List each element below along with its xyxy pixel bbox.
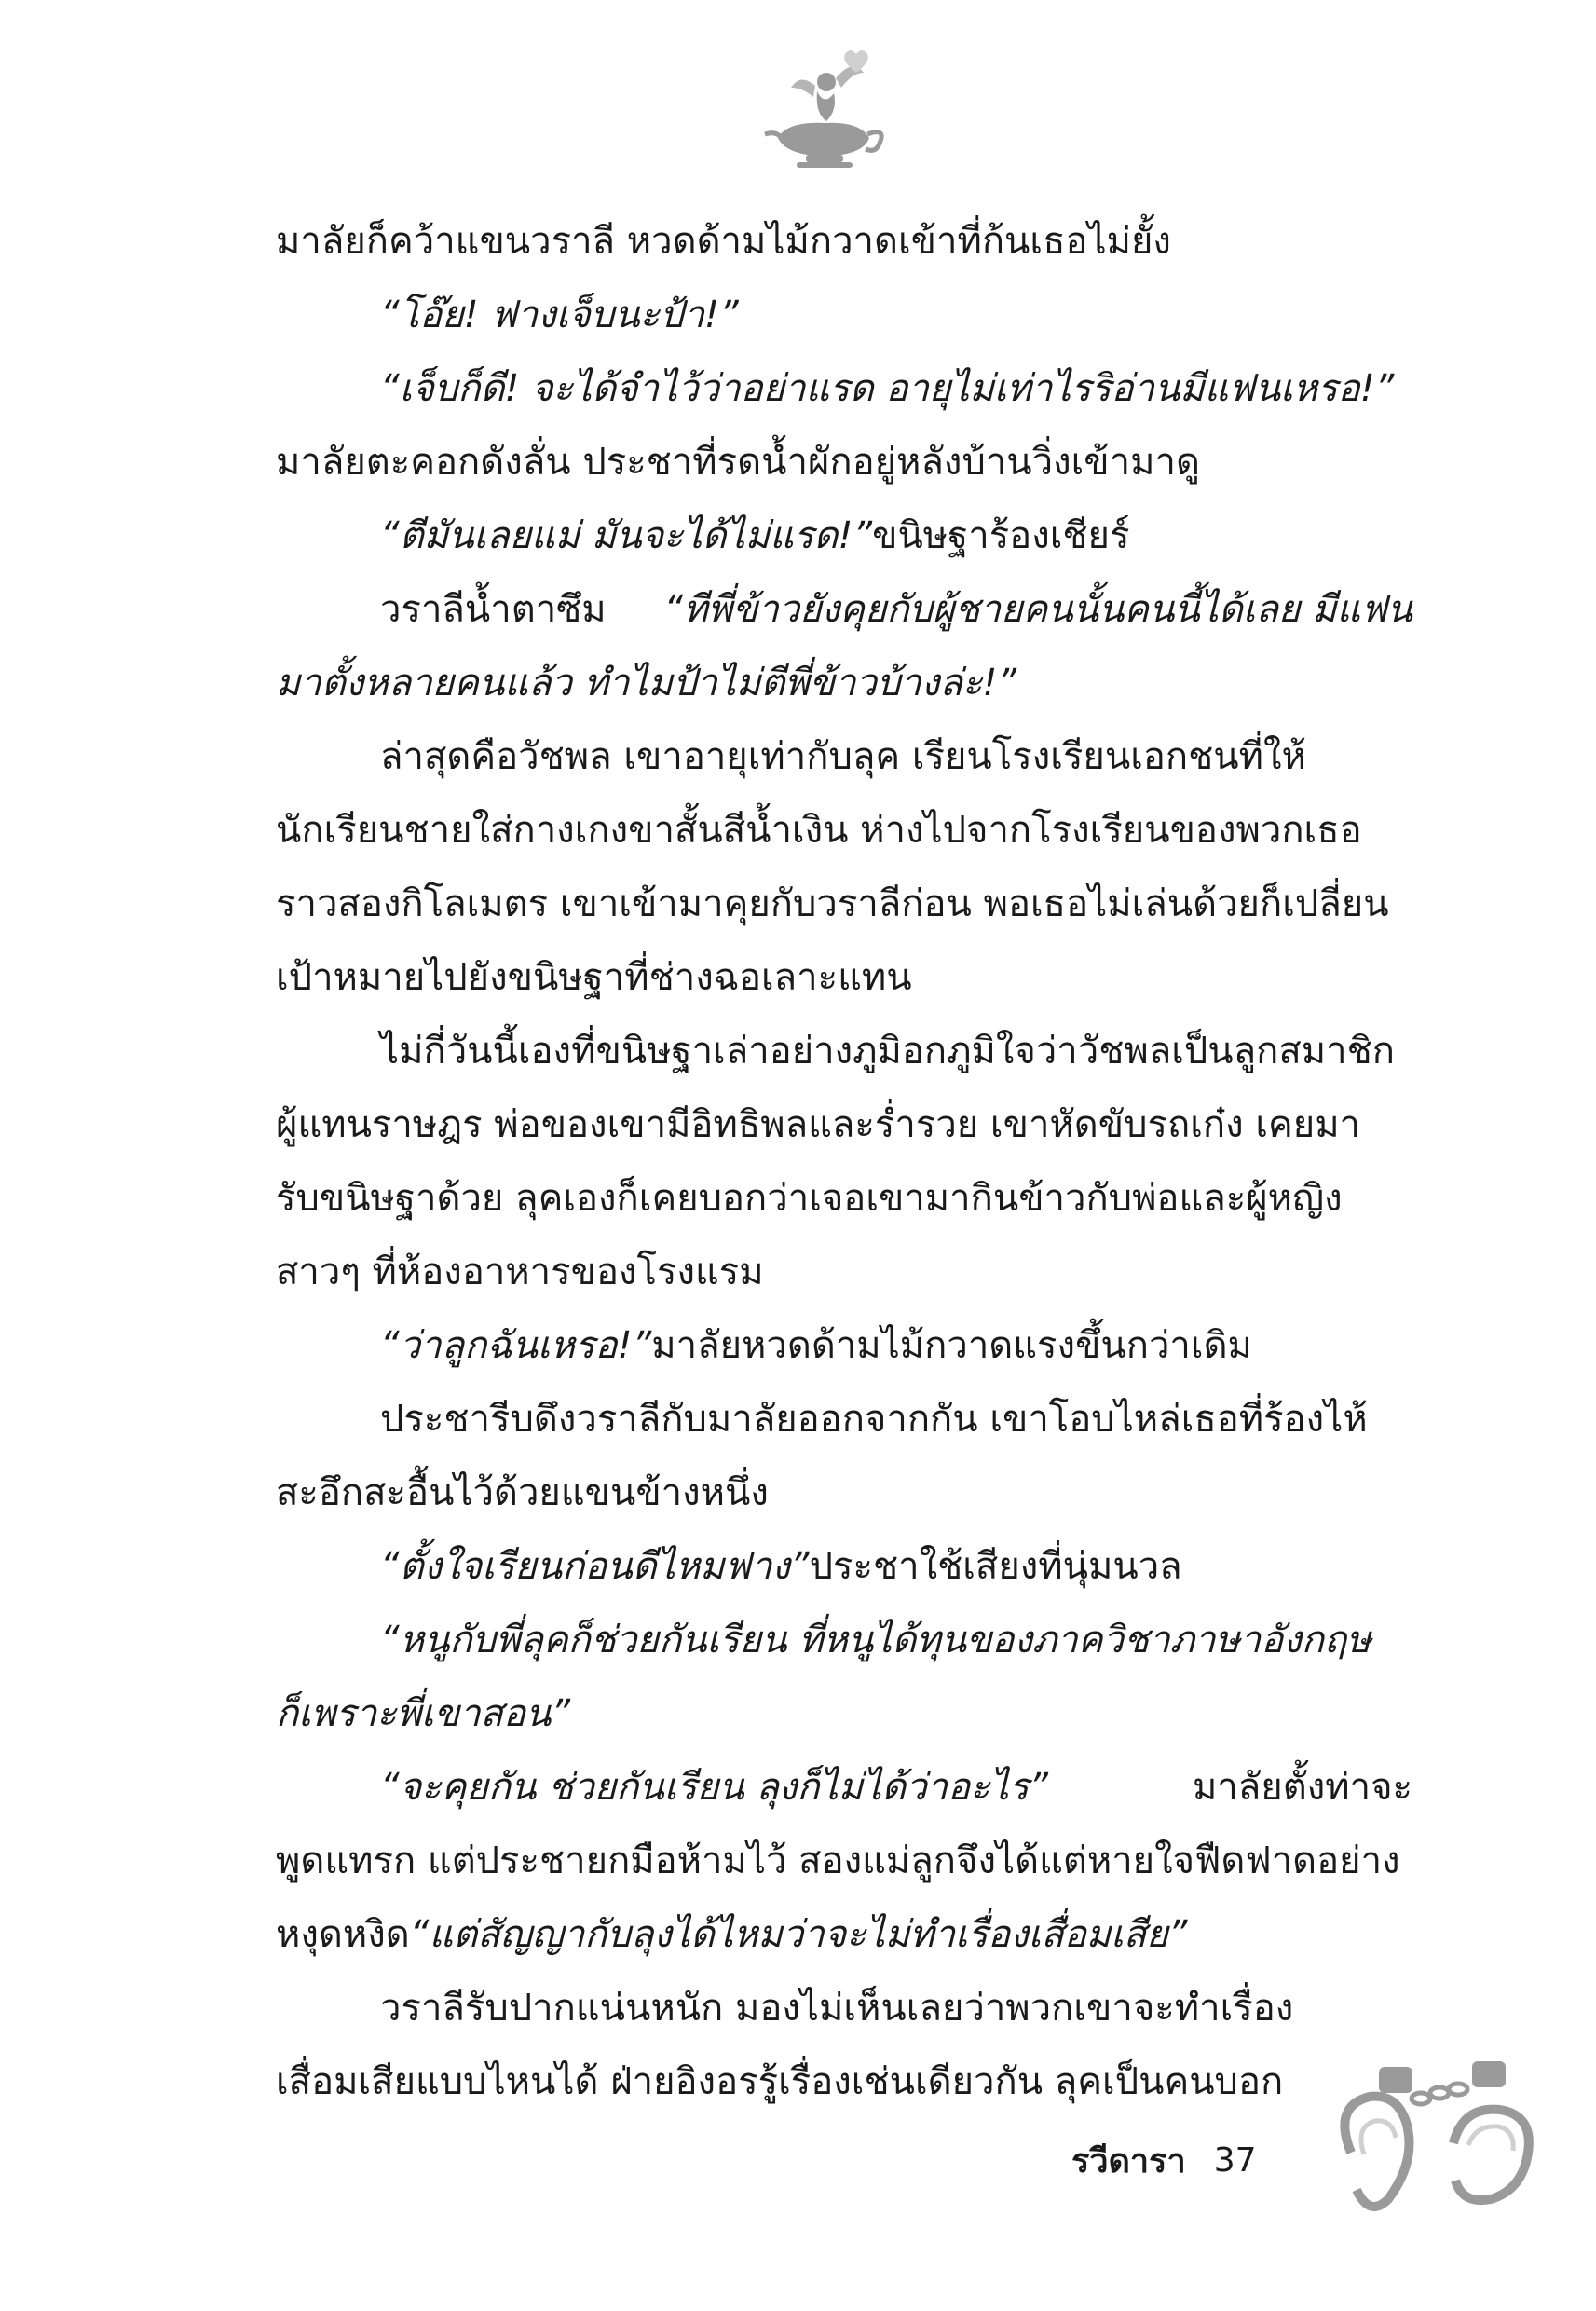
text-line [276, 573, 1412, 647]
text-segment: ผู้แทนราษฎร พ่อของเขามีอิทธิพลและร่ำรวย เขาหัดขับรถเก๋ง เคยมา [276, 1103, 1361, 1146]
text-line [276, 1383, 1412, 1456]
text-line [276, 1604, 1412, 1677]
text-segment: สะอึกสะอื้นไว้ด้วยแขนข้างหนึ่ง [276, 1471, 769, 1514]
page-footer [1071, 2134, 1257, 2187]
text-segment: “จะคุยกัน ช่วยกันเรียน ลุงก็ไม่ได้ว่าอะไร” [380, 1766, 1048, 1809]
text-line [276, 1898, 1412, 1972]
text-segment: วราลีน้ำตาซึม [380, 588, 607, 631]
text-line [276, 941, 1412, 1015]
text-line [276, 1015, 1412, 1088]
text-line [276, 794, 1412, 868]
handcuffs-icon [1323, 2041, 1547, 2236]
text-segment: “ตีมันเลยแม่ มันจะได้ไม่แรด!” [380, 514, 873, 557]
text-segment: วราลีรับปากแน่นหนัก มองไม่เห็นเลยว่าพวกเขาจะทำเรื่อง [380, 1987, 1294, 2030]
text-segment: ก็เพราะพี่เขาสอน” [276, 1692, 571, 1735]
text-segment: “หนูกับพี่ลุคก็ช่วยกันเรียน ที่หนูได้ทุนของภาควิชาภาษาอังกฤษ [380, 1619, 1371, 1661]
text-segment: พูดแทรก แต่ประชายกมือห้ามไว้ สองแม่ลูกจึงได้แต่หายใจฟืดฟาดอย่าง [276, 1839, 1400, 1882]
text-line [276, 1088, 1412, 1162]
page-number: 37 [1213, 2141, 1257, 2180]
text-line [276, 1162, 1412, 1236]
text-line [276, 1677, 1412, 1751]
text-segment: เสื่อมเสียแบบไหนได้ ฝ่ายอิงอรรู้เรื่องเช่นเดียวกัน ลุคเป็นคนบอก [276, 2060, 1284, 2103]
text-segment: “ตั้งใจเรียนก่อนดีไหมฟาง” [380, 1545, 810, 1588]
text-segment: “ทีพี่ข้าวยังคุยกับผู้ชายคนนั้นคนนี้ได้เลย มีแฟน [663, 588, 1412, 631]
text-line [276, 2045, 1412, 2119]
text-line [276, 1825, 1412, 1898]
text-segment: ประชารีบดึงวราลีกับมาลัยออกจากกัน เขาโอบไหล่เธอที่ร้องไห้ [380, 1398, 1368, 1441]
text-line [276, 1236, 1412, 1309]
text-segment: ล่าสุดคือวัชพล เขาอายุเท่ากับลุค เรียนโรงเรียนเอกชนที่ให้ [380, 735, 1306, 778]
text-line [276, 720, 1412, 794]
text-line [276, 1456, 1412, 1530]
body-text [276, 205, 1412, 2119]
text-segment: ไม่กี่วันนี้เองที่ขนิษฐาเล่าอย่างภูมิอกภูมิใจว่าวัชพลเป็นลูกสมาชิก [380, 1030, 1395, 1073]
text-segment: “เจ็บก็ดี! จะได้จำไว้ว่าอย่าแรด อายุไม่เท่าไรริอ่านมีแฟนเหรอ!” [380, 367, 1395, 410]
text-line [276, 868, 1412, 941]
text-segment: สาวๆ ที่ห้องอาหารของโรงแรม [276, 1251, 764, 1293]
text-segment: หงุดหงิด [276, 1913, 410, 1956]
text-segment: รับขนิษฐาด้วย ลุคเองก็เคยบอกว่าเจอเขามากินข้าวกับพ่อและผู้หญิง [276, 1177, 1343, 1220]
text-segment: ราวสองกิโลเมตร เขาเข้ามาคุยกับวราลีก่อน พอเธอไม่เล่นด้วยก็เปลี่ยน [276, 882, 1389, 925]
text-segment: มาลัยก็คว้าแขนวราลี หวดด้ามไม้กวาดเข้าที่ก้นเธอไม่ยั้ง [276, 220, 1171, 263]
text-line [276, 1751, 1412, 1825]
text-line [276, 1972, 1412, 2045]
text-line [276, 1309, 1412, 1383]
text-segment: มาลัยตะคอกดังลั่น ประชาที่รดน้ำผักอยู่หลังบ้านวิ่งเข้ามาดู [276, 441, 1200, 484]
text-segment: “ว่าลูกฉันเหรอ!” [380, 1324, 652, 1367]
text-line [276, 279, 1412, 352]
text-line [276, 352, 1412, 426]
text-line [276, 205, 1412, 279]
text-line [276, 1530, 1412, 1604]
text-line [276, 499, 1412, 573]
text-segment: มาลัยตั้งท่าจะ [1192, 1766, 1412, 1809]
text-segment: เป้าหมายไปยังขนิษฐาที่ช่างฉอเลาะแทน [276, 956, 912, 999]
text-segment: มาตั้งหลายคนแล้ว ทำไมป้าไม่ตีพี่ข้าวบ้างล่ะ!” [276, 662, 1017, 704]
text-segment: “โอ๊ย! ฟางเจ็บนะป้า!” [380, 294, 739, 336]
text-segment: ประชาใช้เสียงที่นุ่มนวล [809, 1545, 1182, 1588]
text-segment: ขนิษฐาร้องเชียร์ [872, 514, 1130, 557]
text-line [276, 426, 1412, 499]
cupid-teapot-icon [759, 45, 890, 175]
text-line [276, 647, 1412, 720]
book-title: รวีดารา [1071, 2142, 1186, 2181]
text-segment: “แต่สัญญากับลุงได้ไหมว่าจะไม่ทำเรื่องเสื่อมเสีย” [409, 1913, 1188, 1956]
text-segment: นักเรียนชายใส่กางเกงขาสั้นสีน้ำเงิน ห่างไปจากโรงเรียนของพวกเธอ [276, 809, 1362, 852]
text-segment: มาลัยหวดด้ามไม้กวาดแรงขึ้นกว่าเดิม [651, 1324, 1252, 1367]
